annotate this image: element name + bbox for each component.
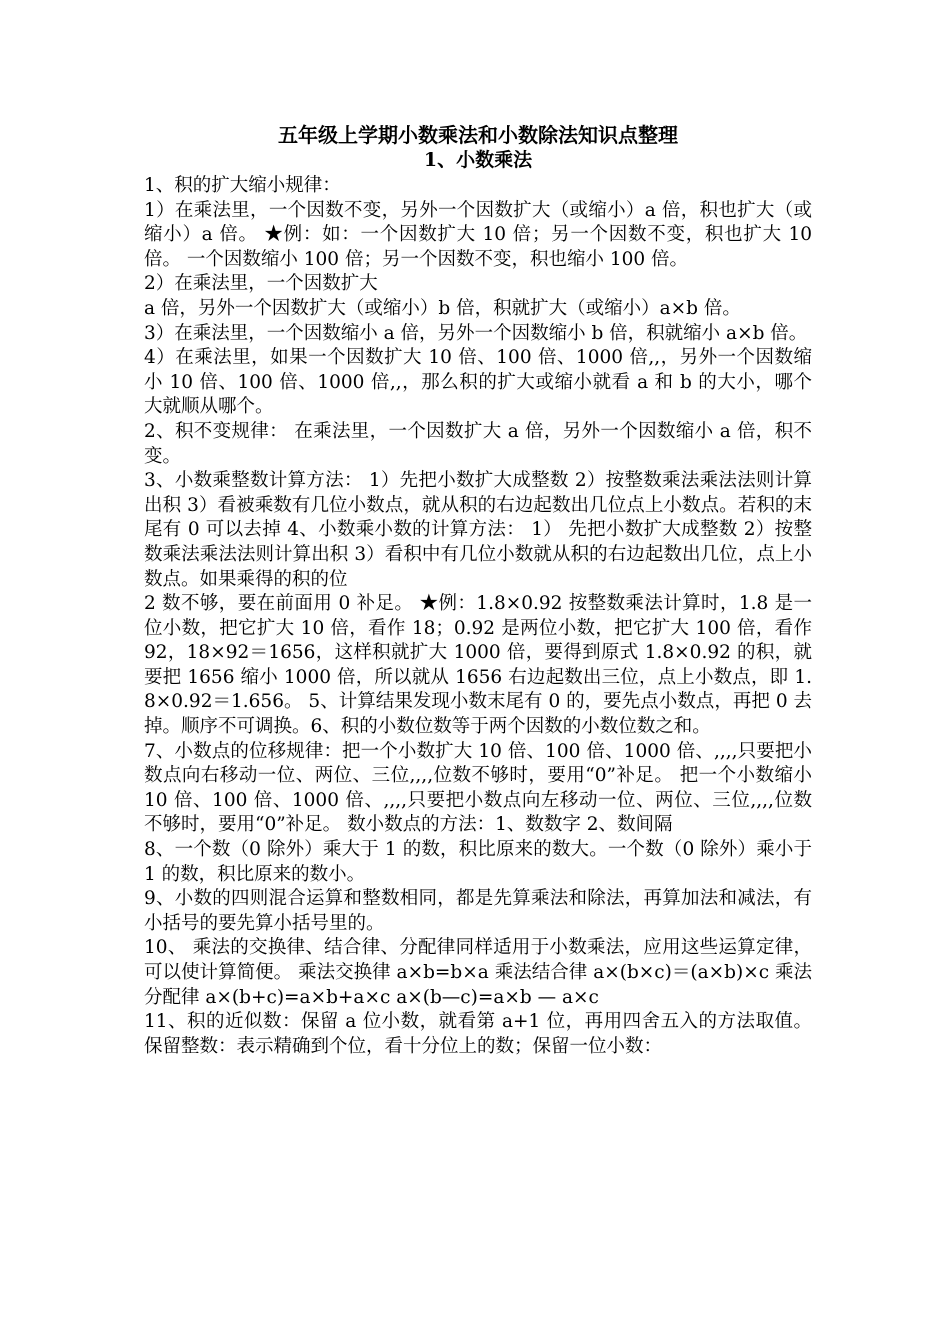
paragraph-rule-4: 4）在乘法里，如果一个因数扩大 10 倍、100 倍、1000 倍,,，另外一个因数缩小 10 倍、100 倍、1000 倍,,，那么积的扩大或缩小就看 a 和 b 的大小，哪个大就顺从哪个。	[144, 347, 812, 418]
section-heading: 1、小数乘法	[423, 149, 533, 171]
paragraph-approximation: 11、积的近似数：保留 a 位小数，就看第 a+1 位，再用四舍五入的方法取值。 保留整数：表示精确到个位，看十分位上的数；保留一位小数：	[144, 1011, 812, 1057]
paragraph-example-1-8-times-0-92: 2 数不够，要在前面用 0 补足。 ★例：1.8×0.92 按整数乘法计算时，1.8 是一位小数，把它扩大 10 倍，看作 18；0.92 是两位小数，把它扩大 100 倍，看作 92，18×92＝1656，这样积就扩大 1000 倍，要得到原式 1.8×0.92 的积，就要把 1656 缩小 1000 倍，所以就从 1656 右边起数出三位，点上小数点，即 1.8×0.92＝1.656。 5、计算结果发现小数末尾有 0 的，要先点小数点，再把 0 去掉。顺序不可调换。6、积的小数位数等于两个因数的小数位数之和。	[144, 593, 812, 738]
paragraph-product-invariance: 2、积不变规律： 在乘法里，一个因数扩大 a 倍，另外一个因数缩小 a 倍，积不变。	[144, 420, 812, 467]
document-title: 五年级上学期小数乘法和小数除法知识点整理	[278, 123, 678, 147]
paragraph-decimal-times-integer: 3、小数乘整数计算方法： 1）先把小数扩大成整数 2）按整数乘法乘法法则计算出积 3）看被乘数有几位小数点，就从积的右边起数出几位点上小数点。若积的末尾有 0 可以去掉 4、小数乘小数的计算方法： 1） 先把小数扩大成整数 2）按整数乘法乘法法则计算出积 3）看积中有几位小数就从积的右边起数出几位，点上小数点。如果乘得的积的位	[144, 470, 812, 590]
document-body	[144, 122, 812, 1059]
paragraph-rule-3: 3）在乘法里，一个因数缩小 a 倍，另外一个因数缩小 b 倍，积就缩小 a×b 倍。	[144, 322, 808, 344]
paragraph-decimal-point-shift: 7、小数点的位移规律：把一个小数扩大 10 倍、100 倍、1000 倍、,,,,只要把小数点向右移动一位、两位、三位,,,,位数不够时，要用“0”补足。 把一个小数缩小 10 倍、100 倍、1000 倍、,,,,只要把小数点向左移动一位、两位、三位,,,,位数不够时，要用“0”补足。 数小数点的方法：1、数数字 2、数间隔	[144, 740, 812, 836]
paragraph-rule-2-end: a 倍，另外一个因数扩大（或缩小）b 倍，积就扩大（或缩小）a×b 倍。	[144, 297, 741, 319]
paragraph-rule-1: 1）在乘法里，一个因数不变，另外一个因数扩大（或缩小）a 倍，积也扩大（或缩小）a 倍。 ★例：如：一个因数扩大 10 倍；另一个因数不变，积也扩大 10 倍。 一个因数缩小 100 倍；另一个因数不变，积也缩小 100 倍。	[144, 199, 812, 270]
paragraph-greater-less-than-one: 8、一个数（0 除外）乘大于 1 的数，积比原来的数大。一个数（0 除外）乘小于 1 的数，积比原来的数小。	[144, 839, 812, 885]
paragraph-order-of-operations: 9、小数的四则混合运算和整数相同，都是先算乘法和除法，再算加法和减法，有小括号的要先算小括号里的。	[144, 888, 812, 934]
paragraph-multiplication-laws: 10、 乘法的交换律、结合律、分配律同样适用于小数乘法，应用这些运算定律，可以使计算简便。 乘法交换律 a×b=b×a 乘法结合律 a×(b×c)＝(a×b)×c 乘法分配律 a×(b+c)=a×b+a×c a×(b—c)=a×b — a×c	[144, 937, 812, 1008]
paragraph-product-scaling-rule: 1、积的扩大缩小规律：	[144, 175, 341, 196]
paragraph-rule-2-start: 2）在乘法里，一个因数扩大	[144, 273, 378, 295]
